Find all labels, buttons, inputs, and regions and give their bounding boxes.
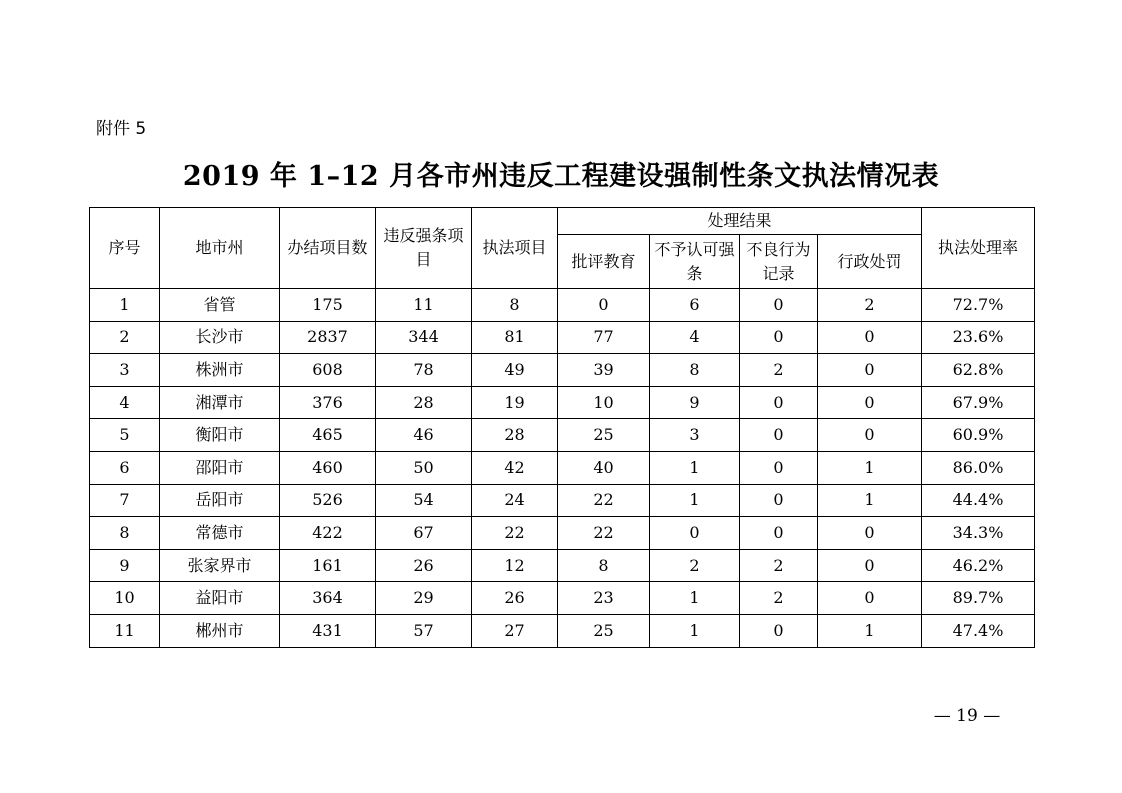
cell-not-recognized: 6 [650,289,740,322]
cell-seq: 6 [90,451,160,484]
header-not-recognized: 不予认可强条 [650,235,740,289]
cell-bad-record: 0 [740,451,818,484]
cell-criticism: 40 [558,451,650,484]
attachment-label: 附件 5 [96,119,147,139]
cell-bad-record: 0 [740,386,818,419]
table-row [90,451,1035,484]
cell-violations: 344 [376,321,472,354]
cell-enforced: 26 [472,582,558,615]
cell-city: 株洲市 [160,354,280,387]
header-completed: 办结项目数 [280,208,376,289]
cell-criticism: 25 [558,419,650,452]
table-row [90,386,1035,419]
cell-rate: 89.7% [922,582,1035,615]
cell-completed: 465 [280,419,376,452]
table-row [90,354,1035,387]
cell-admin-penalty: 0 [818,386,922,419]
cell-bad-record: 0 [740,614,818,647]
cell-seq: 4 [90,386,160,419]
cell-violations: 57 [376,614,472,647]
cell-seq: 11 [90,614,160,647]
table-body [90,289,1035,648]
cell-criticism: 25 [558,614,650,647]
header-violations: 违反强条项目 [376,208,472,289]
header-rate: 执法处理率 [922,208,1035,289]
cell-seq: 5 [90,419,160,452]
cell-seq: 10 [90,582,160,615]
cell-city: 常德市 [160,517,280,550]
cell-enforced: 81 [472,321,558,354]
cell-admin-penalty: 0 [818,419,922,452]
cell-not-recognized: 1 [650,582,740,615]
header-seq: 序号 [90,208,160,289]
cell-violations: 28 [376,386,472,419]
cell-enforced: 42 [472,451,558,484]
header-criticism: 批评教育 [558,235,650,289]
cell-rate: 60.9% [922,419,1035,452]
cell-completed: 431 [280,614,376,647]
cell-violations: 29 [376,582,472,615]
header-enforced: 执法项目 [472,208,558,289]
cell-city: 岳阳市 [160,484,280,517]
cell-criticism: 8 [558,549,650,582]
cell-seq: 2 [90,321,160,354]
cell-admin-penalty: 0 [818,354,922,387]
cell-completed: 2837 [280,321,376,354]
cell-violations: 46 [376,419,472,452]
cell-city: 益阳市 [160,582,280,615]
cell-city: 邵阳市 [160,451,280,484]
page-number: — 19 — [933,706,1001,726]
cell-city: 张家界市 [160,549,280,582]
cell-rate: 34.3% [922,517,1035,550]
cell-enforced: 19 [472,386,558,419]
cell-enforced: 8 [472,289,558,322]
table-header [90,208,1035,289]
document-title: 2019 年 1–12 月各市州违反工程建设强制性条文执法情况表 [182,161,940,192]
cell-violations: 11 [376,289,472,322]
cell-completed: 175 [280,289,376,322]
cell-city: 长沙市 [160,321,280,354]
cell-criticism: 39 [558,354,650,387]
table-row [90,419,1035,452]
header-city: 地市州 [160,208,280,289]
table-row [90,614,1035,647]
cell-city: 郴州市 [160,614,280,647]
cell-violations: 67 [376,517,472,550]
cell-rate: 47.4% [922,614,1035,647]
cell-seq: 8 [90,517,160,550]
cell-not-recognized: 1 [650,451,740,484]
cell-criticism: 10 [558,386,650,419]
cell-admin-penalty: 1 [818,484,922,517]
cell-violations: 54 [376,484,472,517]
table-row [90,517,1035,550]
cell-completed: 161 [280,549,376,582]
cell-admin-penalty: 1 [818,614,922,647]
cell-enforced: 27 [472,614,558,647]
cell-rate: 72.7% [922,289,1035,322]
cell-violations: 78 [376,354,472,387]
cell-not-recognized: 9 [650,386,740,419]
cell-admin-penalty: 0 [818,321,922,354]
cell-enforced: 22 [472,517,558,550]
header-result-group: 处理结果 [558,208,922,235]
cell-violations: 50 [376,451,472,484]
cell-seq: 9 [90,549,160,582]
cell-not-recognized: 3 [650,419,740,452]
cell-admin-penalty: 0 [818,549,922,582]
table-row [90,289,1035,322]
header-bad-record: 不良行为记录 [740,235,818,289]
cell-completed: 422 [280,517,376,550]
cell-rate: 62.8% [922,354,1035,387]
cell-completed: 608 [280,354,376,387]
cell-not-recognized: 2 [650,549,740,582]
cell-criticism: 77 [558,321,650,354]
cell-bad-record: 0 [740,419,818,452]
cell-city: 省管 [160,289,280,322]
enforcement-table [89,207,1035,648]
cell-not-recognized: 1 [650,614,740,647]
cell-admin-penalty: 2 [818,289,922,322]
cell-seq: 1 [90,289,160,322]
cell-criticism: 22 [558,517,650,550]
cell-rate: 46.2% [922,549,1035,582]
cell-bad-record: 0 [740,484,818,517]
cell-bad-record: 2 [740,549,818,582]
cell-admin-penalty: 1 [818,451,922,484]
cell-completed: 364 [280,582,376,615]
table-row [90,484,1035,517]
cell-enforced: 49 [472,354,558,387]
cell-bad-record: 2 [740,582,818,615]
cell-rate: 23.6% [922,321,1035,354]
cell-completed: 376 [280,386,376,419]
cell-enforced: 28 [472,419,558,452]
table-row [90,582,1035,615]
cell-criticism: 22 [558,484,650,517]
cell-admin-penalty: 0 [818,582,922,615]
cell-not-recognized: 1 [650,484,740,517]
cell-bad-record: 2 [740,354,818,387]
cell-bad-record: 0 [740,321,818,354]
cell-not-recognized: 8 [650,354,740,387]
cell-completed: 526 [280,484,376,517]
cell-enforced: 24 [472,484,558,517]
table-row [90,549,1035,582]
cell-rate: 67.9% [922,386,1035,419]
cell-seq: 3 [90,354,160,387]
cell-not-recognized: 0 [650,517,740,550]
cell-rate: 44.4% [922,484,1035,517]
cell-city: 湘潭市 [160,386,280,419]
cell-not-recognized: 4 [650,321,740,354]
cell-criticism: 0 [558,289,650,322]
cell-seq: 7 [90,484,160,517]
cell-violations: 26 [376,549,472,582]
header-admin-penalty: 行政处罚 [818,235,922,289]
cell-bad-record: 0 [740,289,818,322]
cell-rate: 86.0% [922,451,1035,484]
cell-criticism: 23 [558,582,650,615]
cell-admin-penalty: 0 [818,517,922,550]
cell-bad-record: 0 [740,517,818,550]
cell-city: 衡阳市 [160,419,280,452]
cell-enforced: 12 [472,549,558,582]
table-row [90,321,1035,354]
cell-completed: 460 [280,451,376,484]
